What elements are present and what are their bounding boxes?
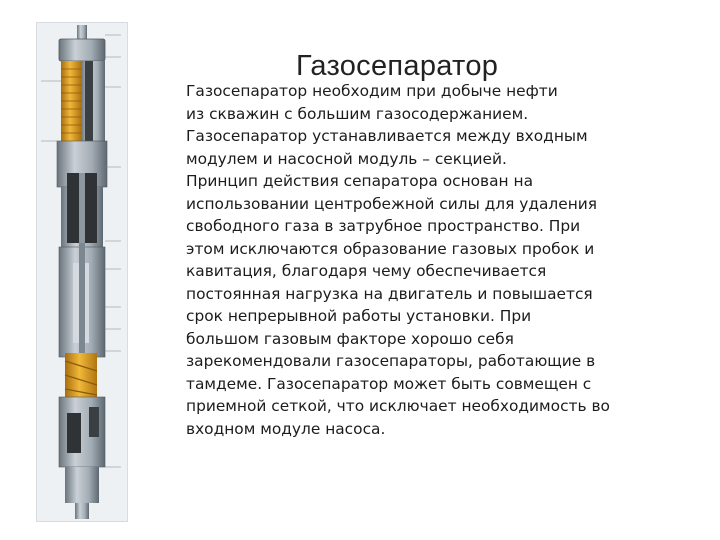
body-text-line: модулем и насосной модуль – секцией.	[186, 149, 507, 168]
body-text-line: тамдеме. Газосепаратор может быть совмещен с	[186, 374, 592, 393]
body-text-line: использовании центробежной силы для удаления	[186, 194, 598, 213]
body-text-line: Газосепаратор устанавливается между входным	[186, 127, 588, 145]
slide-body-text	[186, 80, 656, 440]
body-text-line: этом исключаются образование газовых пробок и	[186, 239, 595, 258]
gas-separator-illustration	[36, 22, 128, 522]
body-text-line: входном модуле насоса.	[186, 419, 386, 438]
body-text-line: из скважин с большим газосодержанием.	[186, 104, 529, 123]
body-text-line: свободного газа в затрубное пространство. При	[186, 217, 581, 235]
slide-title: Газосепаратор	[296, 50, 499, 82]
body-text-line: срок непрерывной работы установки. При	[186, 307, 532, 325]
body-text-line: приемной сеткой, что исключает необходимость во	[186, 397, 610, 415]
body-text-line: большом газовым факторе хорошо себя	[186, 329, 514, 348]
body-text-line: постоянная нагрузка на двигатель и повышается	[186, 284, 593, 303]
body-text-line: кавитация, благодаря чему обеспечивается	[186, 262, 547, 280]
body-text-line: Принцип действия сепаратора основан на	[186, 172, 534, 190]
body-text-line: зарекомендовали газосепараторы, работающие в	[186, 352, 596, 370]
body-text-line: Газосепаратор необходим при добыче нефти	[186, 82, 558, 100]
gas-separator-cutaway-drawing	[37, 23, 127, 521]
